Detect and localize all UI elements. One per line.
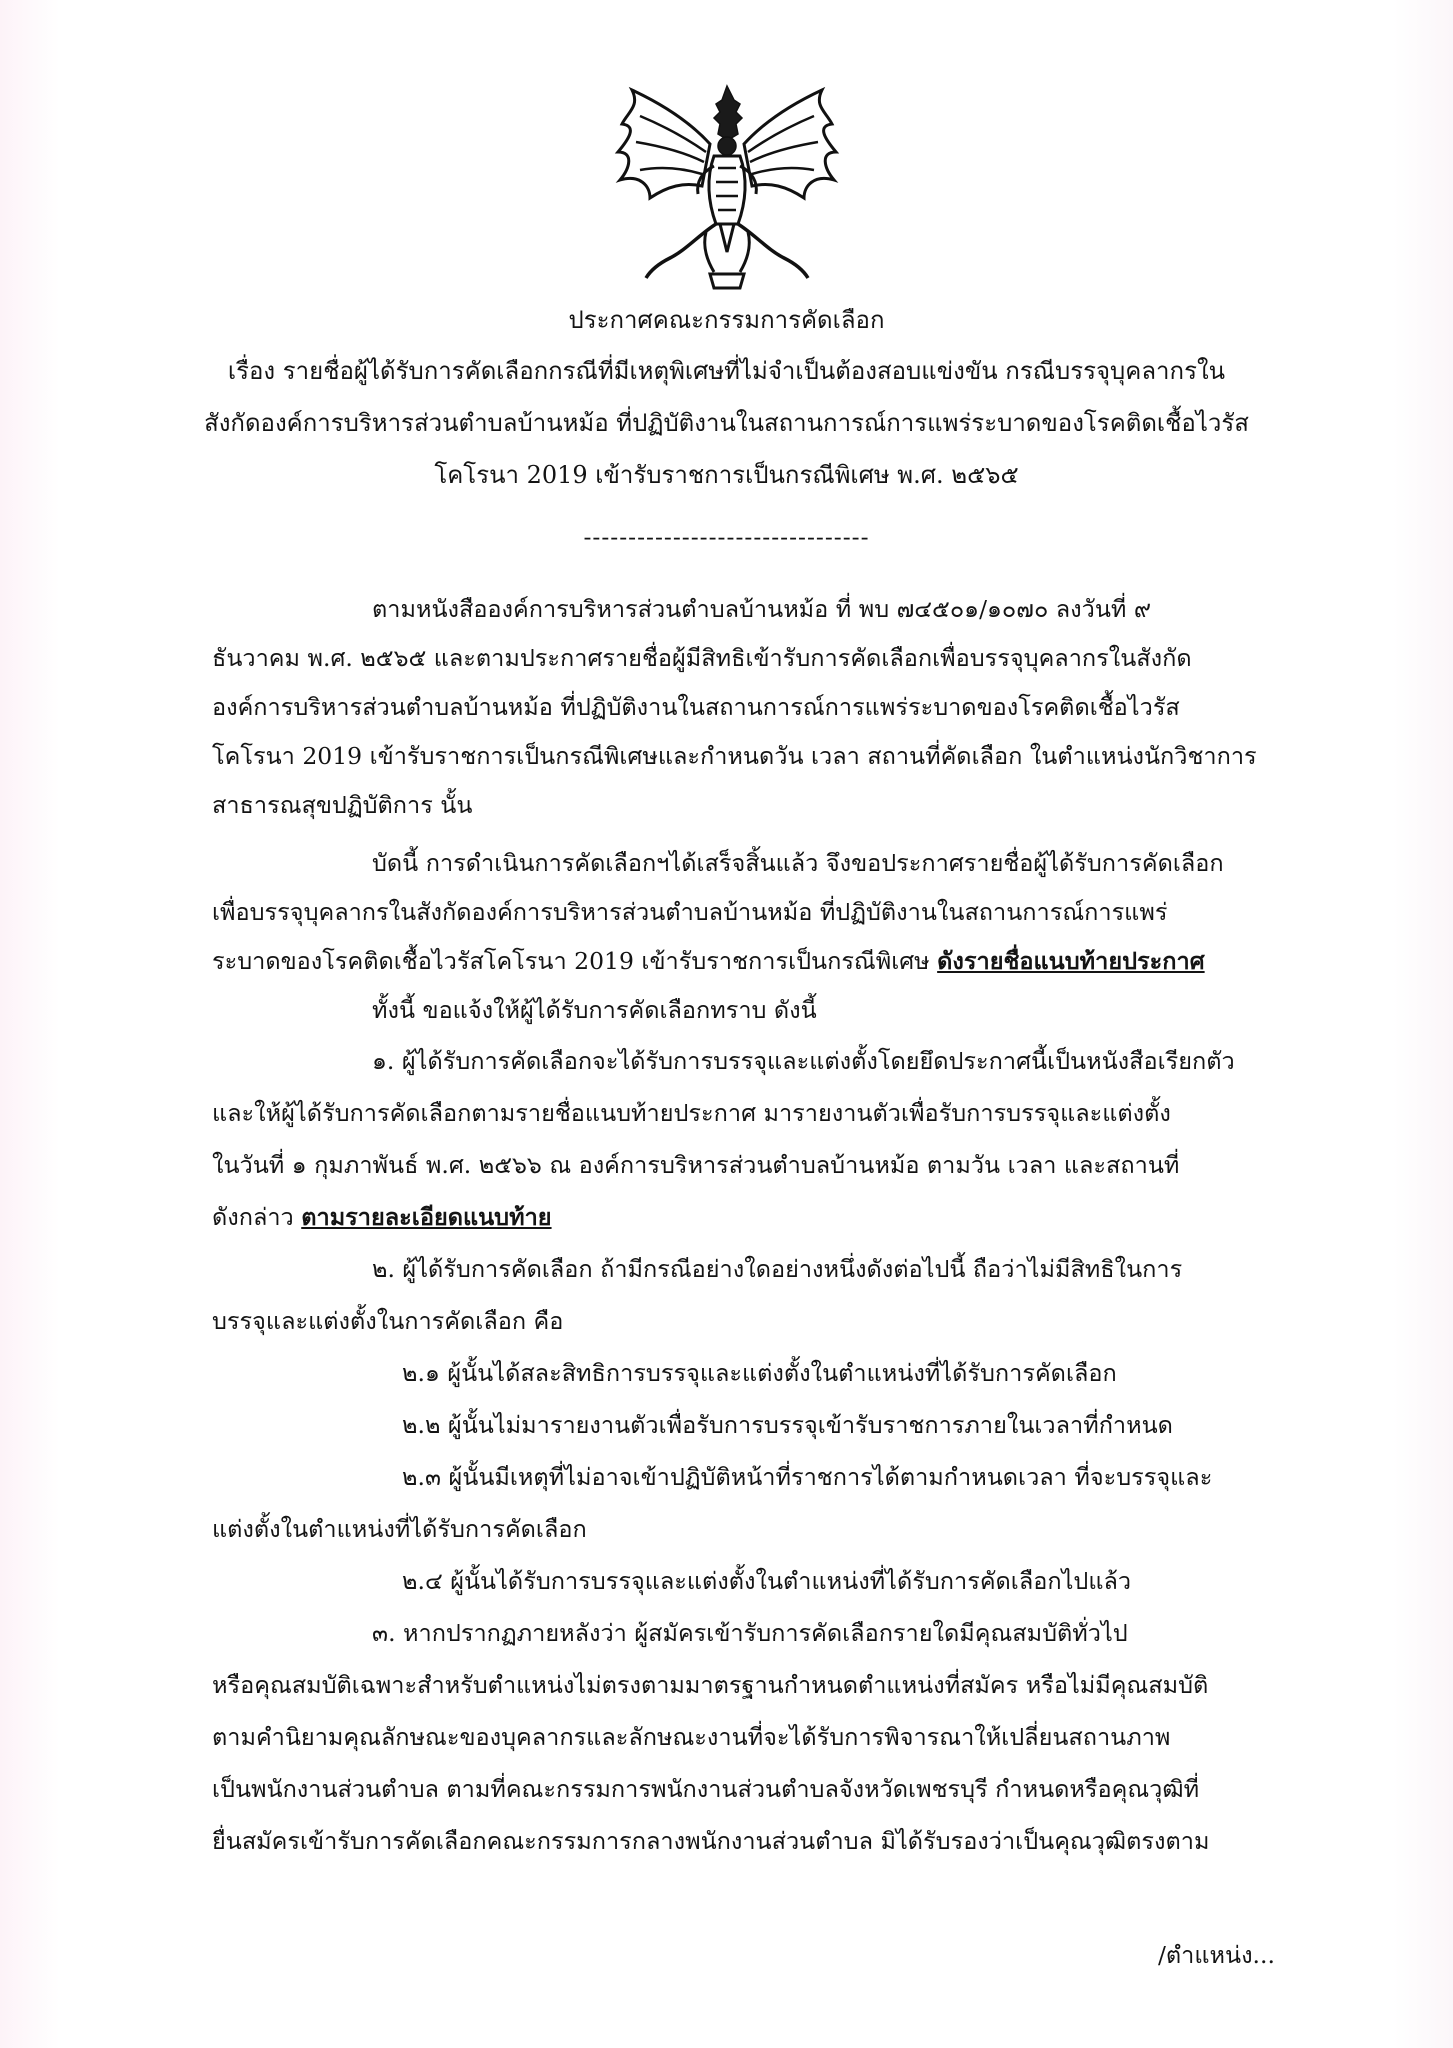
- item-3-line: หรือคุณสมบัติเฉพาะสำหรับตำแหน่งไม่ตรงตามมาตรฐานกำหนดตำแหน่งที่สมัคร หรือไม่มีคุณสมบัติ: [212, 1671, 1209, 1699]
- paragraph-1-line: องค์การบริหารส่วนตำบลบ้านหม้อ ที่ปฏิบัติงานในสถานการณ์การแพร่ระบาดของโรคติดเชื้อไวรัส: [212, 693, 1180, 721]
- item-3-line: เป็นพนักงานส่วนตำบล ตามที่คณะกรรมการพนักงานส่วนตำบลจังหวัดเพชรบุรี กำหนดหรือคุณวุฒิที่: [212, 1775, 1200, 1803]
- item-3-line: ๓. หากปรากฏภายหลังว่า ผู้สมัครเข้ารับการคัดเลือกรายใดมีคุณสมบัติทั่วไป: [372, 1619, 1128, 1647]
- subject-line-2: สังกัดองค์การบริหารส่วนตำบลบ้านหม้อ ที่ปฏิบัติงานในสถานการณ์การแพร่ระบาดของโรคติดเชื้อไวรัส: [204, 409, 1249, 437]
- item-2-3-line: แต่งตั้งในตำแหน่งที่ได้รับการคัดเลือก: [212, 1515, 587, 1543]
- item-3-line: ยื่นสมัครเข้ารับการคัดเลือกคณะกรรมการกลางพนักงานส่วนตำบล มิได้รับรองว่าเป็นคุณวุฒิตรงตาม: [212, 1827, 1210, 1855]
- item-2-1: ๒.๑ ผู้นั้นได้สละสิทธิการบรรจุและแต่งตั้งในตำแหน่งที่ได้รับการคัดเลือก: [402, 1359, 1117, 1387]
- item-1-line: ในวันที่ ๑ กุมภาพันธ์ พ.ศ. ๒๕๖๖ ณ องค์การบริหารส่วนตำบลบ้านหม้อ ตามวัน เวลา และสถานที่: [212, 1151, 1180, 1179]
- subject-line-1: เรื่อง รายชื่อผู้ได้รับการคัดเลือกกรณีที่มีเหตุพิเศษที่ไม่จำเป็นต้องสอบแข่งขัน กรณีบรรจุบุคลากรใน: [227, 357, 1226, 385]
- continued-marker: /ตำแหน่ง...: [1158, 1941, 1275, 1969]
- item-3-line: ตามคำนิยามคุณลักษณะของบุคลากรและลักษณะงานที่จะได้รับการพิจารณาให้เปลี่ยนสถานภาพ: [212, 1723, 1171, 1751]
- item-1-line: [212, 1200, 552, 1234]
- attachment-reference: ดังรายชื่อแนบท้ายประกาศ: [937, 947, 1205, 975]
- item-1-text: ดังกล่าว: [212, 1203, 302, 1231]
- item-2-line: ๒. ผู้ได้รับการคัดเลือก ถ้ามีกรณีอย่างใดอย่างหนึ่งดังต่อไปนี้ ถือว่าไม่มีสิทธิในการ: [372, 1255, 1183, 1283]
- item-2-3-line: ๒.๓ ผู้นั้นมีเหตุที่ไม่อาจเข้าปฏิบัติหน้าที่ราชการได้ตามกำหนดเวลา ที่จะบรรจุและ: [402, 1463, 1213, 1491]
- separator: --------------------------------: [583, 523, 870, 551]
- paragraph-1-line: ตามหนังสือองค์การบริหารส่วนตำบลบ้านหม้อ ที่ พบ ๗๔๕๐๑/๑๐๗๐ ลงวันที่ ๙: [372, 595, 1152, 623]
- item-1-line: ๑. ผู้ได้รับการคัดเลือกจะได้รับการบรรจุและแต่งตั้งโดยยึดประกาศนี้เป็นหนังสือเรียกตัว: [372, 1047, 1235, 1075]
- paragraph-2-line: [212, 944, 1205, 978]
- paragraph-2-line: เพื่อบรรจุบุคลากรในสังกัดองค์การบริหารส่วนตำบลบ้านหม้อ ที่ปฏิบัติงานในสถานการณ์การแพร่: [212, 898, 1168, 926]
- paragraph-2-line: บัดนี้ การดำเนินการคัดเลือกฯได้เสร็จสิ้นแล้ว จึงขอประกาศรายชื่อผู้ได้รับการคัดเลือก: [372, 849, 1224, 877]
- item-2-line: บรรจุและแต่งตั้งในการคัดเลือก คือ: [212, 1307, 564, 1335]
- item-1-line: และให้ผู้ได้รับการคัดเลือกตามรายชื่อแนบท้ายประกาศ มารายงานตัวเพื่อรับการบรรจุและแต่งตั้ง: [212, 1099, 1171, 1127]
- paragraph-1-line: ธันวาคม พ.ศ. ๒๕๖๕ และตามประกาศรายชื่อผู้มีสิทธิเข้ารับการคัดเลือกเพื่อบรรจุบุคลากรในสังกัด: [212, 644, 1192, 672]
- item-2-4: ๒.๔ ผู้นั้นได้รับการบรรจุและแต่งตั้งในตำแหน่งที่ได้รับการคัดเลือกไปแล้ว: [402, 1567, 1132, 1595]
- notice-title: ประกาศคณะกรรมการคัดเลือก: [568, 306, 885, 334]
- paragraph-1-line: โคโรนา 2019 เข้ารับราชการเป็นกรณีพิเศษและกำหนดวัน เวลา สถานที่คัดเลือก ในตำแหน่งนักวิชาการ: [212, 742, 1257, 770]
- paragraph-1-line: สาธารณสุขปฏิบัติการ นั้น: [212, 791, 473, 819]
- details-reference: ตามรายละเอียดแนบท้าย: [301, 1203, 552, 1231]
- paragraph-3: ทั้งนี้ ขอแจ้งให้ผู้ได้รับการคัดเลือกทราบ ดังนี้: [372, 996, 817, 1024]
- garuda-emblem-icon: [610, 82, 845, 297]
- paragraph-2-text: ระบาดของโรคติดเชื้อไวรัสโคโรนา 2019 เข้ารับราชการเป็นกรณีพิเศษ: [212, 947, 938, 975]
- item-2-2: ๒.๒ ผู้นั้นไม่มารายงานตัวเพื่อรับการบรรจุเข้ารับราชการภายในเวลาที่กำหนด: [402, 1411, 1173, 1439]
- subject-line-3: โคโรนา 2019 เข้ารับราชการเป็นกรณีพิเศษ พ.ศ. ๒๕๖๕: [434, 461, 1019, 489]
